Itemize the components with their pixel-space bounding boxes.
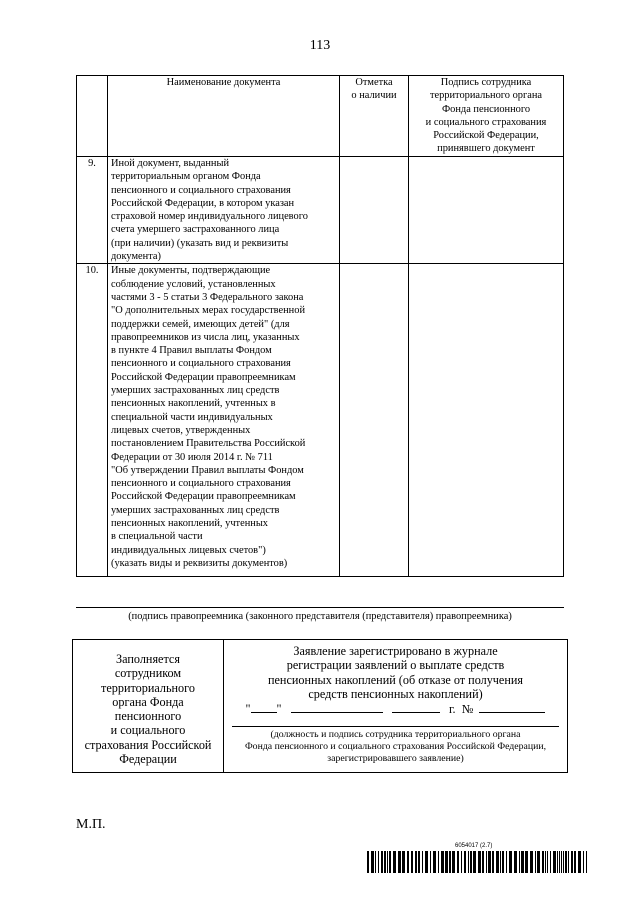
registration-left-note: Заполняется сотрудником территориального органа Фонда пенсионного и социального страхования Российской Федерации (73, 640, 224, 773)
table-row (77, 157, 564, 264)
registration-right-cell (224, 640, 568, 773)
row-document-name: Иные документы, подтверждающие соблюдение условий, установленных частями 3 - 5 статьи 3 Федерального закона "О дополнительных мерах государственной поддержки семей, имеющих детей" (для правопреемников из числа лиц, указанных в пункте 4 Правил выплаты Фондом пенсионного и социального страхования Российской Федерации правопреемникам умерших застрахованных лиц средств пенсионных накоплений, учтенных в специальной части индивидуальных лицевых счетов, утвержденных постановлением Правительства Российской Федерации от 30 июля 2014 г. № 711 "Об утверждении Правил выплаты Фондом пенсионного и социального страхования Российской Федерации правопреемникам умерших застрахованных лиц средств пенсионных накоплений, учтенных в специальной части индивидуальных лицевых счетов") (указать виды и реквизиты документов) (108, 264, 340, 577)
header-document-name: Наименование документа (108, 76, 340, 157)
header-mark: Отметка о наличии (340, 76, 409, 157)
row-signature-cell (409, 157, 564, 264)
header-number (77, 76, 108, 157)
year-suffix: г. (448, 702, 456, 717)
row-mark-cell (340, 264, 409, 577)
registration-fill-line (230, 702, 561, 716)
quote-open: " (245, 702, 251, 717)
registration-statement: Заявление зарегистрировано в журнале регистрации заявлений о выплате средств пенсионных накоплений (об отказе от получения средств пенсионных накоплений) (267, 644, 523, 701)
number-sign: № (461, 702, 474, 717)
registration-number-blank (479, 702, 545, 713)
row-signature-cell (409, 264, 564, 577)
table-header-row (77, 76, 564, 157)
barcode-code: 6054017 (2.7) (455, 843, 493, 849)
signature-caption: (подпись правопреемника (законного представителя (представителя) правопреемника) (128, 611, 512, 622)
quote-close: " (276, 702, 282, 717)
registrar-caption: (должность и подпись сотрудника территориального органа Фонда пенсионного и социального страхования Российской Федерации, зарегистрировавшего заявление) (244, 729, 547, 765)
row-document-name: Иной документ, выданный территориальным органом Фонда пенсионного и социального страхования Российской Федерации, в котором указан страховой номер индивидуального лицевого счета умершего застрахованного лица (при наличии) (указать вид и реквизиты документа) (108, 157, 340, 264)
year-blank (392, 702, 440, 713)
row-number: 10. (77, 264, 108, 577)
table-row (77, 264, 564, 577)
header-signature: Подпись сотрудника территориального органа Фонда пенсионного и социального страхования Российской Федерации, принявшего документ (409, 76, 564, 157)
page-number: 113 (309, 38, 331, 53)
registrar-signature-line (232, 726, 559, 727)
barcode-icon (367, 851, 589, 873)
row-mark-cell (340, 157, 409, 264)
day-blank (251, 702, 277, 713)
documents-table (76, 75, 564, 577)
month-blank (291, 702, 383, 713)
row-number: 9. (77, 157, 108, 264)
signature-line (76, 607, 564, 608)
registration-block (72, 639, 568, 773)
stamp-label: М.П. (76, 817, 106, 832)
